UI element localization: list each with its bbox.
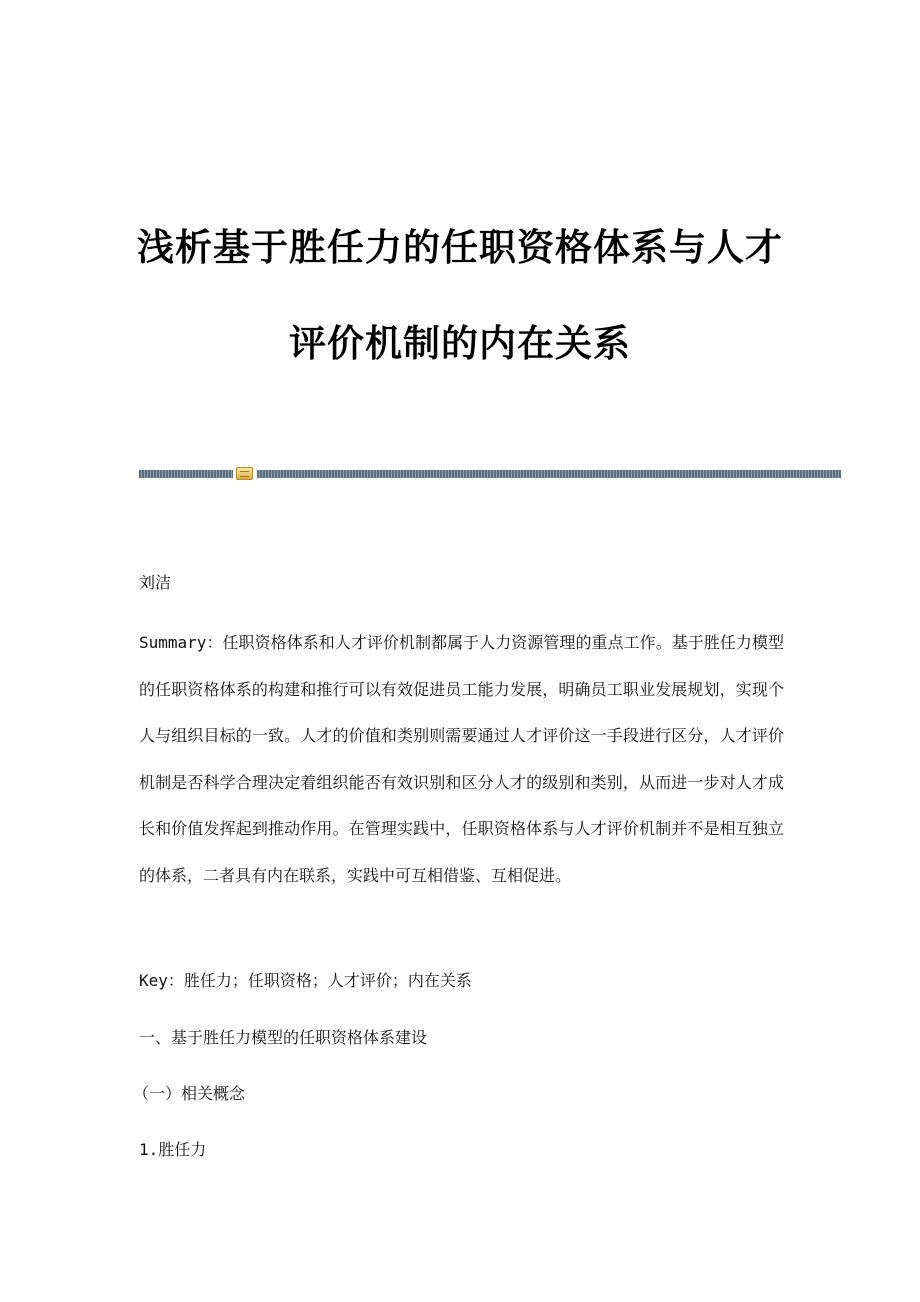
document-title-line-2: 评价机制的内在关系 [289,322,631,365]
item-heading: 1.胜任力 [139,1140,207,1159]
subsection-heading: （一）相关概念 [133,1084,246,1103]
section-heading: 一、基于胜任力模型的任职资格体系建设 [139,1028,428,1047]
divider-rule-left [139,470,233,478]
author-name: 刘洁 [139,573,172,592]
divider-rule-right [257,470,841,478]
divider-ornament-icon [236,467,253,480]
summary-paragraph: Summary：任职资格体系和人才评价机制都属于人力资源管理的重点工作。基于胜任力模型的任职资格体系的构建和推行可以有效促进员工能力发展，明确员工职业发展规划，实现个人与组织目标的一致。人才的价值和类别则需要通过人才评价这一手段进行区分，人才评价机制是否科学合理决定着组织能否有效识别和区分人才的级别和类别，从而进一步对人才成长和价值发挥起到推动作用。在管理实践中，任职资格体系与人才评价机制并不是相互独立的体系，二者具有内在联系，实践中可互相借鉴、互相促进。 [139,633,784,885]
keywords-line: Key：胜任力；任职资格；人才评价；内在关系 [139,971,472,990]
document-title-line-1: 浅析基于胜任力的任职资格体系与人才 [137,226,783,269]
